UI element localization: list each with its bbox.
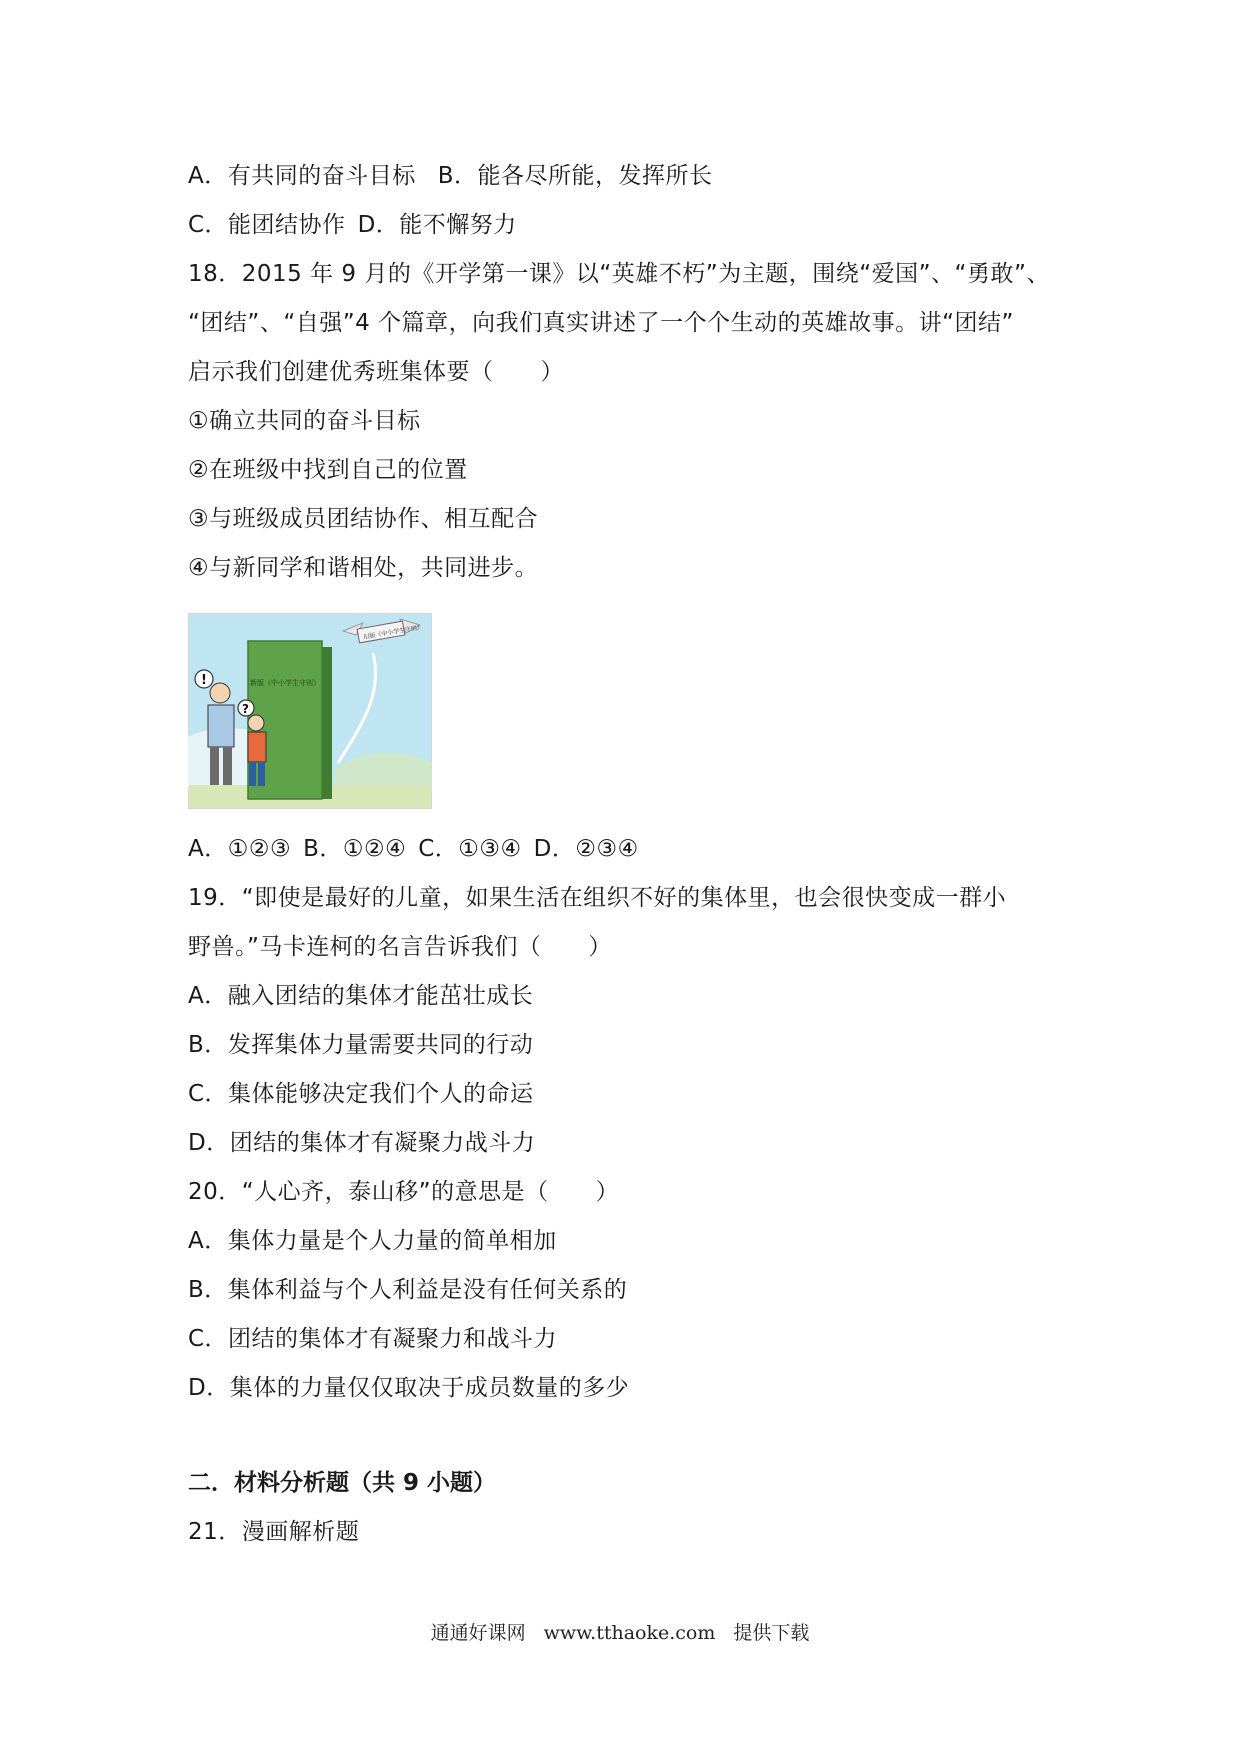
section-spacer (188, 1413, 1088, 1459)
q17-option-b[interactable]: B．能各尽所能，发挥所长 (437, 163, 713, 189)
q17-option-a[interactable]: A．有共同的奋斗目标 (188, 163, 416, 189)
svg-text:新版《中小学生守则》: 新版《中小学生守则》 (250, 679, 320, 687)
q19-option-b[interactable]: B．发挥集体力量需要共同的行动 (188, 1032, 534, 1058)
q18-stem-line-1: 18．2015 年 9 月的《开学第一课》以“英雄不朽”为主题，围绕“爱国”、“勇敢”、 (188, 261, 1050, 287)
q19-stem-line-2: 野兽。”马卡连柯的名言告诉我们（ ） (188, 934, 612, 960)
q19-stem-line-1: 19．“即使是最好的儿童，如果生活在组织不好的集体里，也会很快变成一群小 (188, 885, 1007, 911)
q17-option-d[interactable]: D．能不懈努力 (357, 212, 517, 238)
q17-options-row-2 (188, 201, 1088, 250)
q20-option-d[interactable]: D．集体的力量仅仅取决于成员数量的多少 (188, 1375, 630, 1401)
q18-item-4: ④与新同学和谐相处，共同进步。 (188, 555, 539, 581)
q20-option-a[interactable]: A．集体力量是个人力量的简单相加 (188, 1228, 557, 1254)
svg-text:!: ! (201, 673, 207, 688)
document-body (188, 152, 1088, 1557)
q18-option-a[interactable]: A．①②③ (188, 836, 292, 862)
q18-cartoon-illustration (188, 613, 432, 809)
footer-url-link[interactable]: www.tthaoke.com (543, 1622, 716, 1644)
q19-option-c[interactable]: C．集体能够决定我们个人的命运 (188, 1081, 534, 1107)
q18-stem-line-2: “团结”、“自强”4 个篇章，向我们真实讲述了一个个生动的英雄故事。讲“团结” (188, 310, 1014, 336)
q19-option-a[interactable]: A．融入团结的集体才能茁壮成长 (188, 983, 534, 1009)
q21-stem: 21．漫画解析题 (188, 1519, 360, 1545)
q18-option-b[interactable]: B．①②④ (303, 836, 407, 862)
q18-item-2: ②在班级中找到自己的位置 (188, 457, 468, 483)
q18-option-c[interactable]: C．①③④ (418, 836, 522, 862)
footer-suffix: 提供下载 (733, 1622, 810, 1644)
q17-options-row-1 (188, 152, 1088, 201)
svg-text:旧版《中小学生守则》: 旧版《中小学生守则》 (363, 623, 424, 642)
q20-option-b[interactable]: B．集体利益与个人利益是没有任何关系的 (188, 1277, 628, 1303)
q18-item-1: ①确立共同的奋斗目标 (188, 408, 421, 434)
section-2-title: 二．材料分析题（共 9 小题） (188, 1470, 497, 1496)
q17-option-c[interactable]: C．能团结协作 (188, 212, 346, 238)
q20-option-c[interactable]: C．团结的集体才有凝聚力和战斗力 (188, 1326, 558, 1352)
q18-option-d[interactable]: D．②③④ (533, 836, 639, 862)
page-footer (0, 1618, 1240, 1645)
svg-text:?: ? (242, 702, 249, 716)
q20-stem: 20．“人心齐，泰山移”的意思是（ ） (188, 1179, 620, 1205)
q18-stem-line-3: 启示我们创建优秀班集体要（ ） (188, 359, 564, 385)
q18-options-row (188, 825, 1088, 874)
q18-item-3: ③与班级成员团结协作、相互配合 (188, 506, 539, 532)
footer-site-name: 通通好课网 (430, 1622, 526, 1644)
q19-option-d[interactable]: D．团结的集体才有凝聚力战斗力 (188, 1130, 536, 1156)
